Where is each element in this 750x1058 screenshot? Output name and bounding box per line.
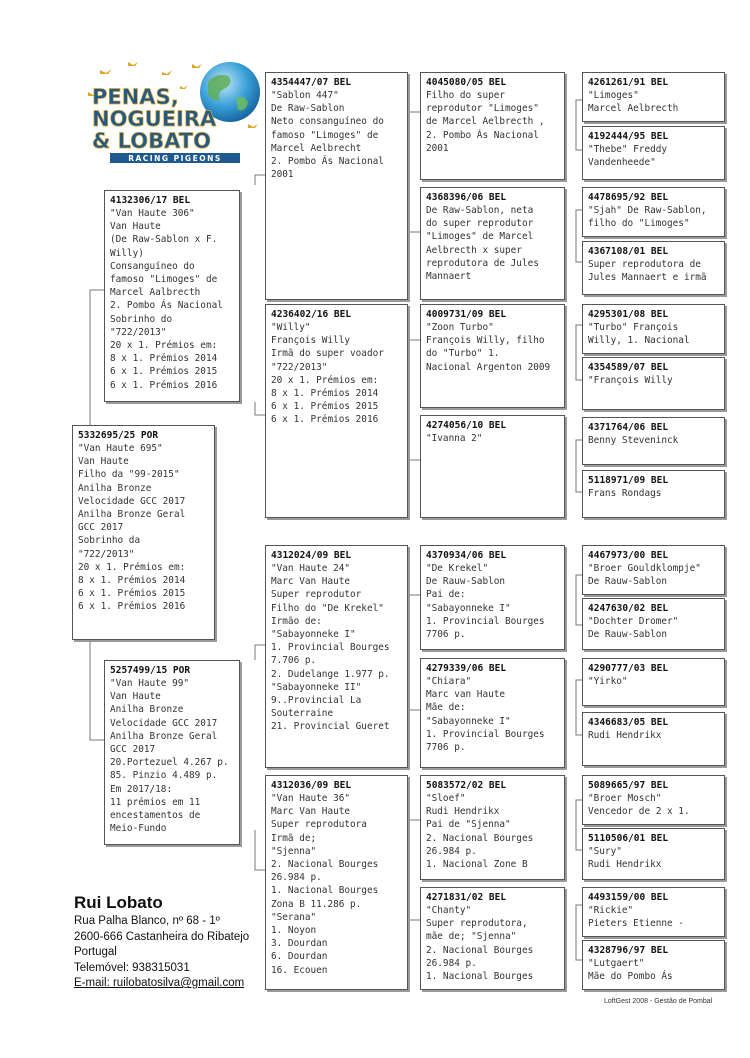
description-line: 7706 p. <box>426 629 466 641</box>
breeder-email-link[interactable]: E-mail: ruilobatosilva@gmail.com <box>74 977 245 989</box>
description-line: Velocidade GCC 2017 <box>110 717 218 729</box>
description-line: 2. Nacional Bourges <box>426 832 534 844</box>
description-line: Sobrinho da <box>78 535 141 547</box>
description-line: "Sjah" De Raw-Sablon, <box>588 205 707 216</box>
description-line: 20.Portezuel 4.267 p. <box>110 757 229 769</box>
breeder-country: Portugal <box>74 946 117 958</box>
description-line: "Broer Mosch" <box>588 793 662 804</box>
pigeon-description <box>426 792 559 871</box>
pigeon-description <box>588 792 719 818</box>
description-line: Marcel Aelbrecth <box>588 103 679 115</box>
pigeon-description <box>271 562 402 734</box>
ring-number: 4247630/02 BEL <box>588 603 669 614</box>
description-line: "Sabayonneke II" <box>271 681 362 693</box>
pigeon-card-sire[interactable] <box>104 190 240 402</box>
pigeon-card-g10[interactable] <box>582 598 725 650</box>
description-line: 9..Provincial La <box>271 695 362 707</box>
description-line: Irmão de: <box>271 615 322 627</box>
description-line: Van Haute <box>78 456 129 468</box>
description-line: Marcel Aalbrecth <box>110 287 201 299</box>
pigeon-card-ggp6[interactable] <box>420 658 565 768</box>
description-line: "Chiara" <box>426 676 472 687</box>
pigeon-description <box>588 321 719 347</box>
pigeon-description <box>426 562 559 641</box>
description-line: famoso "Limoges" de <box>110 274 218 286</box>
description-line: Irmã de; <box>271 832 317 844</box>
description-line: Jules Mannaert e irmã <box>588 272 707 284</box>
description-line: 2. Pombo Ás Nacional <box>426 129 539 141</box>
ring-number: 4045080/05 BEL <box>426 77 507 88</box>
description-line: Willy, 1. Nacional <box>588 335 690 347</box>
connector-gp2-ggp3 <box>408 340 420 380</box>
ring-number: 4354589/07 BEL <box>588 362 669 373</box>
description-line: Super reprodutora <box>271 819 367 831</box>
pigeon-description <box>426 321 559 374</box>
ring-number: 5089665/97 BEL <box>588 780 669 791</box>
pigeon-description <box>588 374 719 387</box>
description-line: Van Haute <box>110 691 161 703</box>
pigeon-description <box>588 562 719 588</box>
description-line: 1. Nacional Bourges <box>271 885 379 897</box>
connector-sire-gp2 <box>255 402 265 415</box>
description-line: GCC 2017 <box>110 744 156 756</box>
connector-gp4-ggp7 <box>408 820 420 850</box>
ring-number: 4236402/16 BEL <box>271 309 352 320</box>
ring-number: 4371764/06 BEL <box>588 422 669 433</box>
ring-number: 4290777/03 BEL <box>588 663 669 674</box>
description-line: 1. Nacional Bourges <box>426 971 534 983</box>
description-line: 26.984 p. <box>426 957 477 969</box>
description-line: reprodutor "Limoges" <box>426 103 539 115</box>
description-line: Pieters Etienne - <box>588 918 684 930</box>
ring-number: 5083572/02 BEL <box>426 780 507 791</box>
logo-line-3: & LOBATO <box>92 129 211 153</box>
pigeon-description <box>588 615 719 641</box>
description-line: 20 x 1. Prémios em: <box>78 561 186 573</box>
description-line: "Sloef" <box>426 793 466 804</box>
description-line: Vandenheede" <box>588 157 656 169</box>
pigeon-card-g13[interactable] <box>582 775 725 825</box>
pigeon-card-g16[interactable] <box>582 940 725 990</box>
pigeon-card-ggp2[interactable] <box>420 187 565 300</box>
description-line: Pai de: <box>426 589 466 601</box>
pigeon-card-ggp8[interactable] <box>420 887 565 990</box>
description-line: 26.984 p. <box>271 872 322 884</box>
ring-number: 4467973/00 BEL <box>588 550 669 561</box>
connector-gp1-ggp1 <box>408 112 420 150</box>
connector-gp3-ggp6 <box>408 612 420 710</box>
description-line: 2001 <box>426 142 449 154</box>
description-line: 2. Pombo Ás Nacional <box>110 300 223 312</box>
ring-number: 5110506/01 BEL <box>588 833 669 844</box>
description-line: 7706 p. <box>426 742 466 754</box>
pigeon-card-g4[interactable] <box>582 241 725 295</box>
description-line: 6 x 1. Prémios 2016 <box>78 601 186 613</box>
ring-number: 4009731/09 BEL <box>426 309 507 320</box>
ring-number: 4368396/06 BEL <box>426 192 507 203</box>
pigeon-card-g3[interactable] <box>582 187 725 237</box>
pigeon-card-gp3[interactable] <box>265 545 408 768</box>
description-line: 11 prémios em 11 <box>110 796 201 808</box>
ring-number: 4354447/07 BEL <box>271 77 352 88</box>
description-line: "Willy" <box>271 322 311 333</box>
description-line: "722/2013" <box>78 548 135 560</box>
description-line: De Raw-Sablon <box>271 103 345 115</box>
pigeon-description <box>588 904 719 930</box>
ring-number: 4370934/06 BEL <box>426 550 507 561</box>
description-line: 6 x 1. Prémios 2015 <box>271 401 379 413</box>
description-line: "722/2013" <box>271 361 328 373</box>
description-line: Vencedor de 2 x 1. <box>588 806 690 818</box>
description-line: "De Krekel" <box>426 563 489 574</box>
description-line: Rudi Hendrikx <box>588 859 662 871</box>
ring-number: 4367108/01 BEL <box>588 246 669 257</box>
connector-subject-sire <box>90 290 104 425</box>
ring-number: 4279339/06 BEL <box>426 663 507 674</box>
description-line: filho do "Limoges" <box>588 218 690 230</box>
pigeon-description <box>588 957 719 983</box>
description-line: François Willy, filho <box>426 335 545 347</box>
pigeon-description <box>271 792 402 977</box>
pigeon-card-ggp5[interactable] <box>420 545 565 650</box>
pigeon-card-subject[interactable] <box>72 425 215 640</box>
breeder-phone: Telemóvel: 938315031 <box>74 961 190 974</box>
ring-number: 5332695/25 POR <box>78 430 159 441</box>
pigeon-description <box>588 845 719 871</box>
description-line: De Rauw-Sablon <box>588 629 668 641</box>
pigeon-card-gp1[interactable] <box>265 72 408 300</box>
description-line: Velocidade GCC 2017 <box>78 495 186 507</box>
description-line: Em 2017/18: <box>110 783 173 795</box>
description-line: Neto consanguíneo do <box>271 116 384 128</box>
description-line: "Zoon Turbo" <box>426 322 494 333</box>
description-line: reprodutora de Jules <box>426 257 539 269</box>
description-line: Anilha Bronze Geral <box>110 730 218 742</box>
logo-line-2: NOGUEIRA <box>92 107 217 131</box>
pigeon-card-g8[interactable] <box>582 470 725 518</box>
description-line: "Sury" <box>588 846 622 857</box>
description-line: "Van Haute 99" <box>110 678 190 689</box>
pigeon-card-g11[interactable] <box>582 658 725 706</box>
pigeon-description <box>426 89 559 155</box>
description-line: 2001 <box>271 169 294 181</box>
description-line: 2. Dudelange 1.977 p. <box>271 668 390 680</box>
description-line: "Serana" <box>271 911 317 923</box>
description-line: 1. Provincial Bourges <box>426 728 545 740</box>
pigeon-card-g5[interactable] <box>582 304 725 354</box>
description-line: 6. Dourdan <box>271 951 328 963</box>
ring-number: 4271831/02 BEL <box>426 892 507 903</box>
pigeon-card-g12[interactable] <box>582 712 725 766</box>
description-line: "Van Haute 695" <box>78 443 163 454</box>
description-line: Rudi Hendrikx <box>426 806 500 818</box>
description-line: 7.706 p. <box>271 655 317 667</box>
pigeon-description <box>110 677 234 835</box>
logo-tagline: RACING PIGEONS <box>128 154 222 163</box>
ring-number: 4274056/10 BEL <box>426 420 507 431</box>
description-line: Aelbrecth x super <box>426 244 522 256</box>
connector-dam-gp3 <box>255 645 265 660</box>
description-line: "Turbo" François <box>588 322 679 333</box>
pigeon-description <box>588 487 719 500</box>
pigeon-card-g7[interactable] <box>582 417 725 465</box>
description-line: (De Raw-Sablon x F. <box>110 234 218 246</box>
description-line: 2. Nacional Bourges <box>426 944 534 956</box>
description-line: Willy) <box>110 247 144 259</box>
description-line: 1. Nacional Zone B <box>426 859 528 871</box>
connector-gp1-ggp2 <box>408 150 420 232</box>
ring-number: 4346683/05 BEL <box>588 717 669 728</box>
pigeon-card-g14[interactable] <box>582 828 725 880</box>
pigeon-description <box>271 321 402 427</box>
description-line: "Yirko" <box>588 676 628 687</box>
description-line: Anilha Bronze <box>78 482 152 494</box>
description-line: "Chanty" <box>426 905 472 916</box>
description-line: 85. Pinzio 4.489 p. <box>110 770 218 782</box>
pigeon-description <box>588 675 719 688</box>
description-line: Zona B 11.286 p. <box>271 898 362 910</box>
ring-number: 4328796/97 BEL <box>588 945 669 956</box>
description-line: Souterraine <box>271 708 334 720</box>
description-line: "Van Haute 306" <box>110 208 195 219</box>
description-line: "Rickie" <box>588 905 634 916</box>
description-line: "Thebe" Freddy <box>588 144 668 155</box>
description-line: Super reprodutor <box>271 589 362 601</box>
description-line: Nacional Argenton 2009 <box>426 361 551 373</box>
description-line: "Lutgaert" <box>588 958 645 969</box>
description-line: mãe de; "Sjenna" <box>426 931 517 943</box>
pigeon-description <box>588 434 719 447</box>
description-line: "Sjenna" <box>271 845 317 857</box>
description-line: 8 x 1. Prémios 2014 <box>110 353 218 365</box>
description-line: 2. Nacional Bourges <box>271 859 379 871</box>
pigeon-card-ggp1[interactable] <box>420 72 565 180</box>
pigeon-card-ggp3[interactable] <box>420 304 565 408</box>
ring-number: 4493159/00 BEL <box>588 892 669 903</box>
pigeon-card-g9[interactable] <box>582 545 725 595</box>
ring-number: 4478695/92 BEL <box>588 192 669 203</box>
pigeon-description <box>588 204 719 230</box>
pigeon-description <box>426 904 559 983</box>
ring-number: 4312024/09 BEL <box>271 550 352 561</box>
connector-gp4-ggp8 <box>408 850 420 920</box>
description-line: "Sablon 447" <box>271 90 339 101</box>
pigeon-description <box>426 204 559 283</box>
pigeon-card-gp2[interactable] <box>265 304 408 518</box>
ring-number: 4261261/91 BEL <box>588 77 669 88</box>
description-line: Marc van Haute <box>426 689 506 701</box>
description-line: Anilha Bronze <box>110 704 184 716</box>
pigeon-card-gp4[interactable] <box>265 775 408 990</box>
pigeon-card-g6[interactable] <box>582 357 725 410</box>
ring-number: 4295301/08 BEL <box>588 309 669 320</box>
description-line: Irmã do super voador <box>271 348 384 360</box>
description-line: 21. Provincial Gueret <box>271 721 390 733</box>
description-line: Anilha Bronze Geral <box>78 509 186 521</box>
description-line: "Ivanna 2" <box>426 433 483 444</box>
description-line: encestamentos de <box>110 810 201 822</box>
description-line: 1. Noyon <box>271 925 317 937</box>
connector-subject-dam <box>90 640 104 740</box>
connector-gp2-ggp4 <box>408 380 420 460</box>
penas-nogueira-lobato-logo <box>80 58 262 164</box>
description-line: Super reprodutora, <box>426 918 528 930</box>
logo-graphic <box>80 58 262 164</box>
pigeon-description <box>426 432 559 445</box>
description-line: 6 x 1. Prémios 2016 <box>271 414 379 426</box>
logo-line-1: PENAS, <box>92 85 179 109</box>
connector-dam-gp4 <box>255 830 265 870</box>
ring-number: 5118971/09 BEL <box>588 475 669 486</box>
description-line: Marcel Aelbrecht <box>271 142 362 154</box>
description-line: Frans Rondags <box>588 488 662 499</box>
description-line: 1. Provincial Bourges <box>426 615 545 627</box>
pigeon-card-g15[interactable] <box>582 887 725 937</box>
pigeon-description <box>588 258 719 284</box>
description-line: Super reprodutora de <box>588 259 701 270</box>
description-line: 6 x 1. Prémios 2015 <box>110 366 218 378</box>
description-line: "722/2013" <box>110 326 167 338</box>
description-line: Benny Steveninck <box>588 435 679 446</box>
description-line: De Raw-Sablon, neta <box>426 205 534 216</box>
description-line: 6 x 1. Prémios 2015 <box>78 588 186 600</box>
ring-number: 4192444/95 BEL <box>588 131 669 142</box>
description-line: "Broer Gouldklompje" <box>588 563 701 574</box>
description-line: 2. Pombo Ás Nacional <box>271 156 384 168</box>
description-line: Mãe de: <box>426 702 466 714</box>
pigeon-description <box>588 729 719 742</box>
description-line: 1. Provincial Bourges <box>271 642 390 654</box>
description-line: De Rauw-Sablon <box>588 576 668 588</box>
description-line: Van Haute <box>110 221 161 233</box>
description-line: François Willy <box>271 335 351 347</box>
description-line: GCC 2017 <box>78 522 124 534</box>
breeder-address: Rua Palha Blanco, nº 68 - 1º <box>74 915 220 927</box>
description-line: "Van Haute 24" <box>271 563 351 574</box>
description-line: Pai de "Sjenna" <box>426 819 511 831</box>
ring-number: 4312036/09 BEL <box>271 780 352 791</box>
pigeon-card-dam[interactable] <box>104 660 240 845</box>
pigeon-description <box>426 675 559 754</box>
description-line: Mãe do Pombo Ás <box>588 971 673 983</box>
pigeon-description <box>588 89 719 115</box>
description-line: Meio-Fundo <box>110 823 167 835</box>
pigeon-description <box>110 207 234 392</box>
description-line: de Marcel Aelbrecth , <box>426 116 545 128</box>
description-line: "Limoges" <box>588 90 639 101</box>
breeder-city: 2600-666 Castanheira do Ribatejo <box>74 930 250 943</box>
description-line: Sobrinho do <box>110 313 173 325</box>
description-line: Marc Van Haute <box>271 806 351 818</box>
description-line: 8 x 1. Prémios 2014 <box>271 388 379 400</box>
description-line: do super reprodutor <box>426 218 534 230</box>
pigeon-card-ggp7[interactable] <box>420 775 565 880</box>
description-line: "Sabayonneke I" <box>271 629 356 641</box>
ring-number: 5257499/15 POR <box>110 665 191 676</box>
description-line: Rudi Hendrikx <box>588 730 662 741</box>
description-line: "Sabayonneke I" <box>426 602 511 614</box>
pigeon-card-g2[interactable] <box>582 126 725 180</box>
connector-sire-gp1 <box>255 175 265 185</box>
description-line: Consanguíneo do <box>110 260 195 272</box>
description-line: famoso "Limoges" de <box>271 129 379 141</box>
software-footer: LoftGest 2008 - Gestão de Pombal <box>604 998 713 1005</box>
pigeon-description <box>271 89 402 181</box>
description-line: "Sabayonneke I" <box>426 715 511 727</box>
description-line: "François Willy <box>588 375 673 386</box>
description-line: do "Turbo" 1. <box>426 348 500 360</box>
description-line: 8 x 1. Prémios 2014 <box>78 575 186 587</box>
pigeon-description <box>78 442 209 614</box>
description-line: Filho da "99-2015" <box>78 469 180 481</box>
description-line: 3. Dourdan <box>271 938 328 950</box>
description-line: 20 x 1. Prémios em: <box>110 340 218 352</box>
description-line: "Dochter Dromer" <box>588 616 679 627</box>
pigeon-description <box>588 143 719 169</box>
description-line: Filho do "De Krekel" <box>271 602 384 614</box>
connector-gp3-ggp5 <box>408 595 420 612</box>
description-line: 26.984 p. <box>426 845 477 857</box>
description-line: "Limoges" de Marcel <box>426 231 534 243</box>
breeder-name: Rui Lobato <box>74 893 163 912</box>
description-line: 6 x 1. Prémios 2016 <box>110 379 218 391</box>
pigeon-card-ggp4[interactable] <box>420 415 565 518</box>
description-line: Marc Van Haute <box>271 576 351 588</box>
description-line: 16. Ecouen <box>271 964 328 976</box>
description-line: "Van Haute 36" <box>271 793 351 804</box>
description-line: 20 x 1. Prémios em: <box>271 374 379 386</box>
pigeon-card-g1[interactable] <box>582 72 725 122</box>
breeder-contact <box>74 892 249 992</box>
description-line: De Rauw-Sablon <box>426 576 506 588</box>
description-line: Filho do super <box>426 90 506 101</box>
description-line: Mannaert <box>426 271 472 283</box>
ring-number: 4132306/17 BEL <box>110 195 191 206</box>
